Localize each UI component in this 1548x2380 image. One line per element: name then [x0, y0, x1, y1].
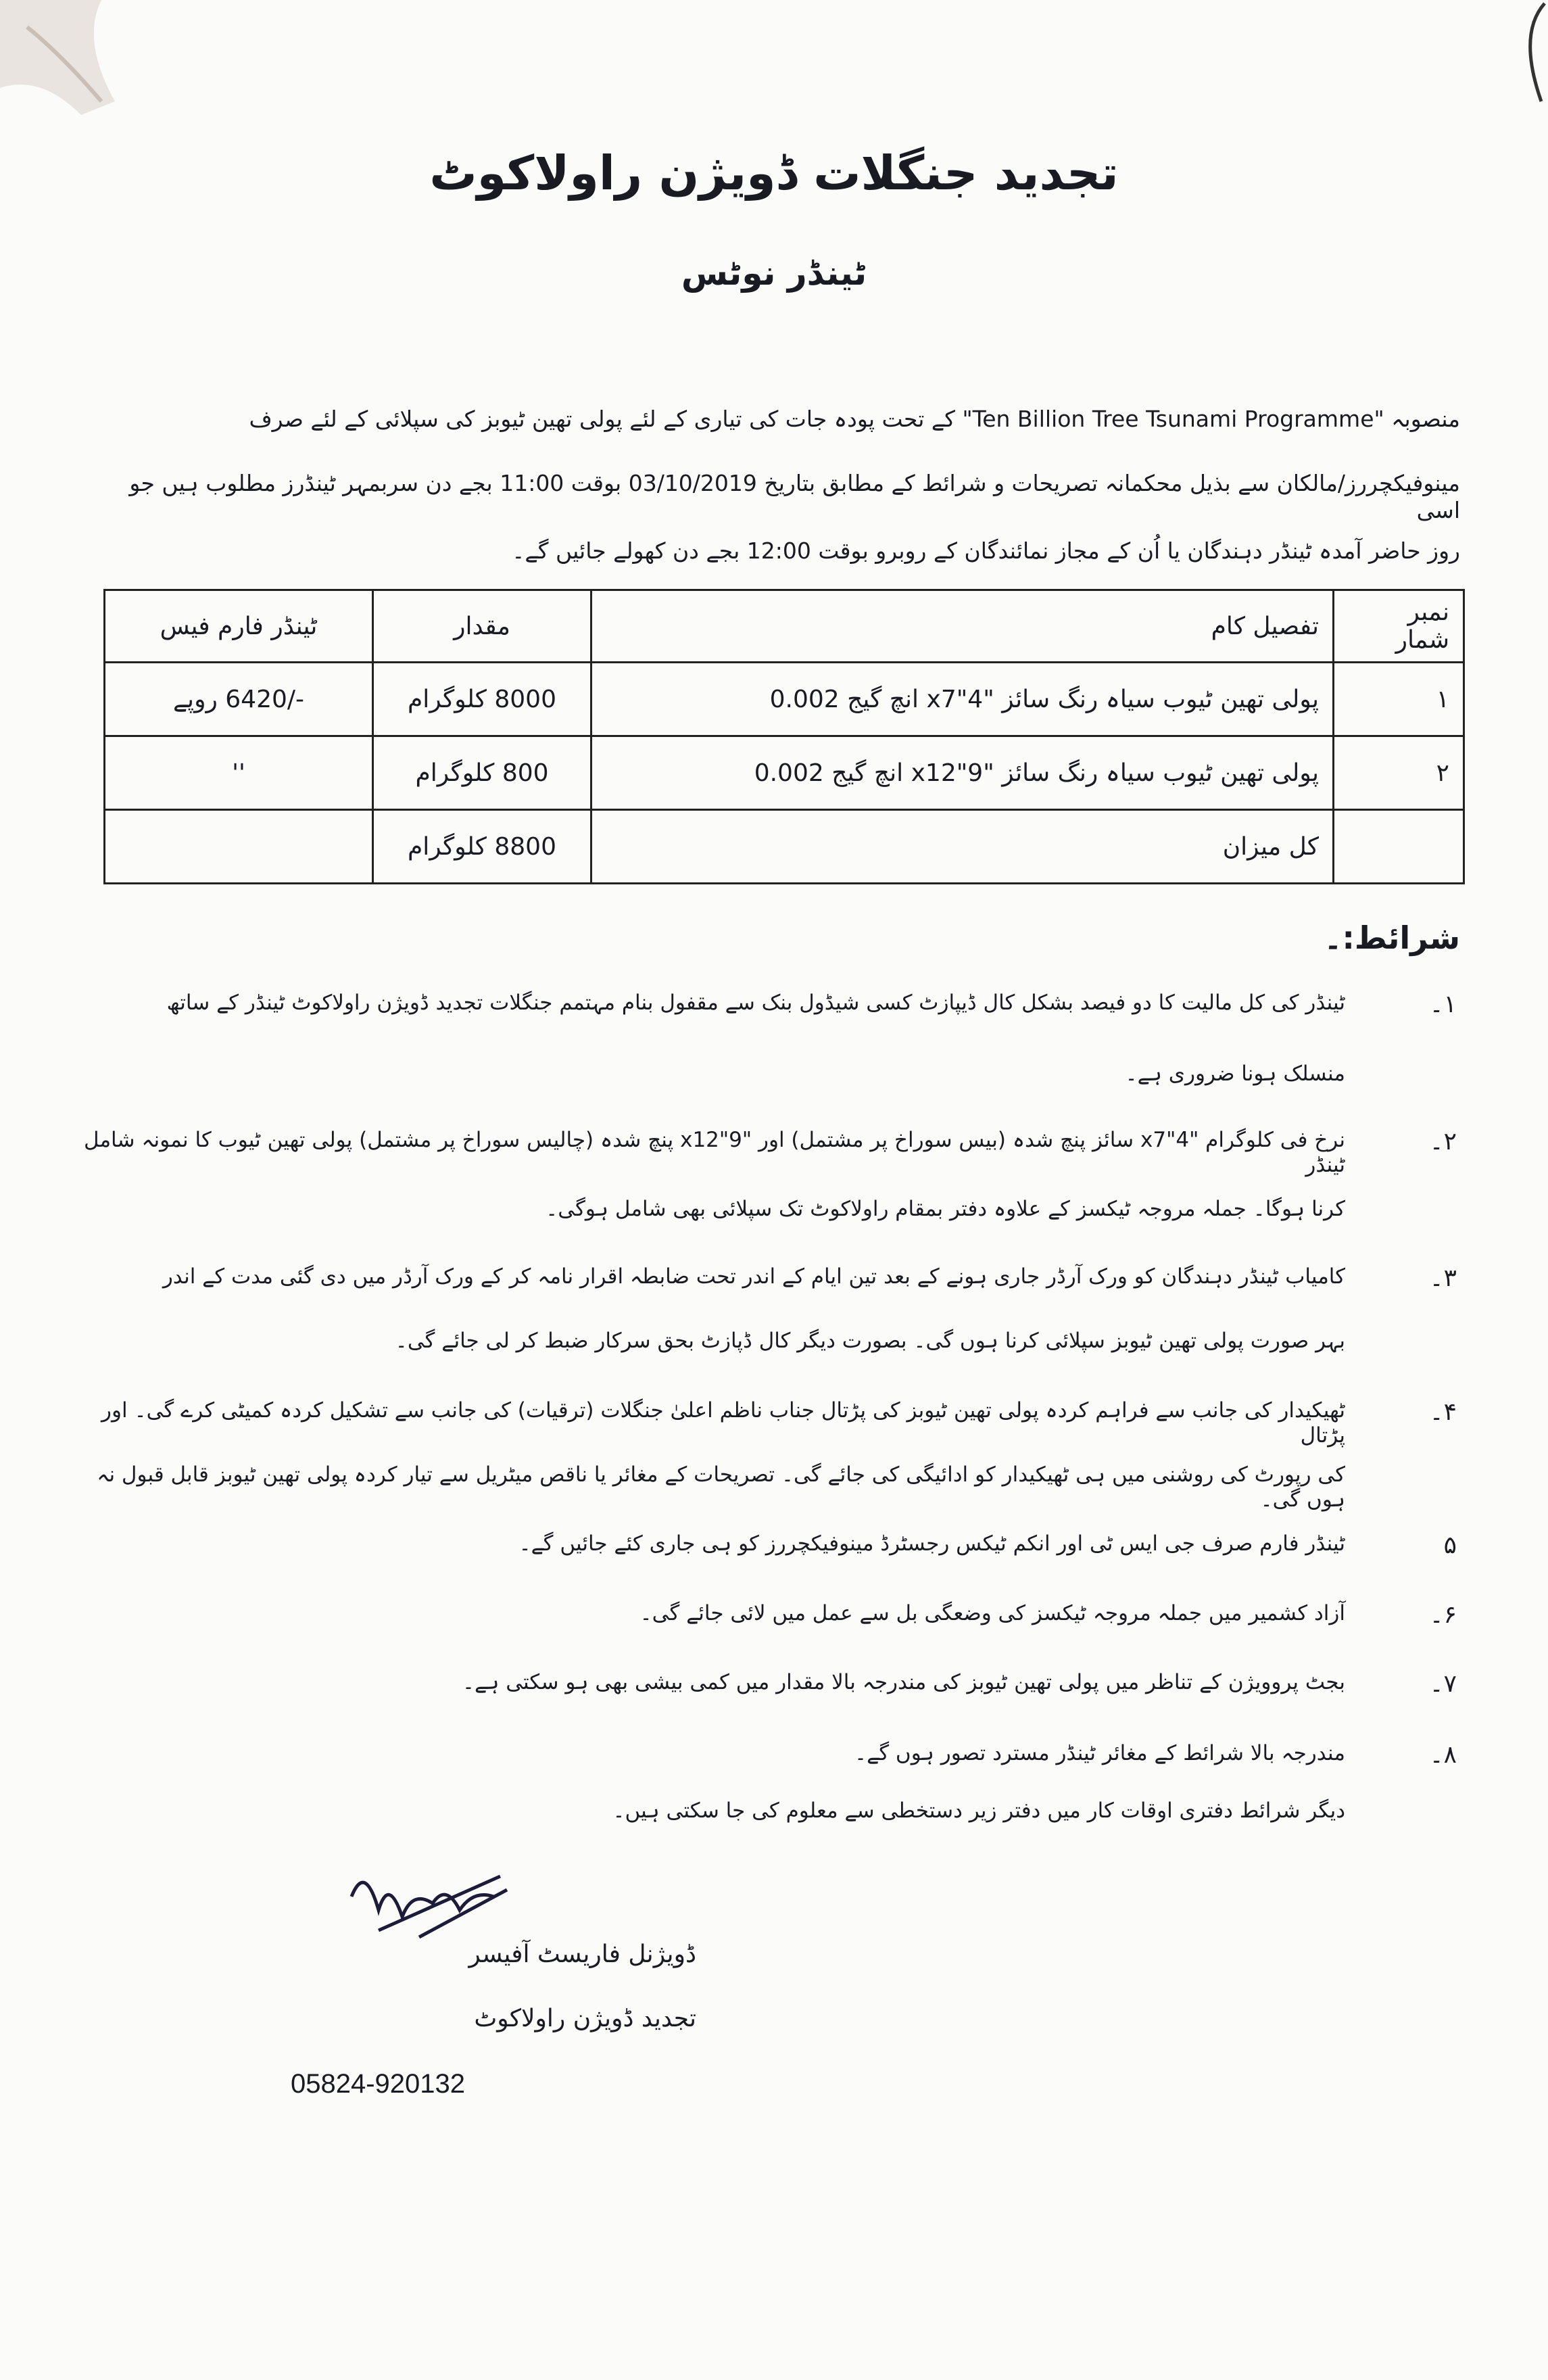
- signature-mark: [338, 1849, 514, 1951]
- page-title: تجدید جنگلات ڈویژن راولاکوٹ: [429, 145, 1119, 201]
- condition-text: ٹینڈر فارم صرف جی ایس ٹی اور انکم ٹیکس رجسٹرڈ مینوفیکچررز کو ہی جاری کئے جائیں گے۔: [518, 1531, 1345, 1556]
- condition-text: بہر صورت پولی تھین ٹیوبز سپلائی کرنا ہوں گی۔ بصورت دیگر کال ڈپازٹ بحق سرکار ضبط کر لی جائے گی۔: [395, 1329, 1345, 1353]
- cell-fee: -/6420 روپے: [105, 663, 373, 736]
- condition-text: کامیاب ٹینڈر دہندگان کو ورک آرڈر جاری ہونے کے بعد تین ایام کے اندر تحت ضابطہ اقرار نامہ کر کے ورک آرڈر میں دی گئی مدت کے اندر: [162, 1264, 1345, 1289]
- table-total-row: [105, 810, 1464, 884]
- condition-text: ٹھیکیدار کی جانب سے فراہم کردہ پولی تھین ٹیوبز کی پڑتال جناب ناظم اعلیٰ جنگلات (ترقیات) کی جانب سے تشکیل کردہ کمیٹی کرے گی۔ اور پڑتال: [101, 1398, 1345, 1448]
- cell-detail: پولی تھین ٹیوب سیاہ رنگ سائز "4"x7 انچ گیج 0.002: [591, 663, 1334, 736]
- cell-fee: '': [105, 736, 373, 810]
- intro-line: مینوفیکچررز/مالکان سے بذیل محکمانہ تصریحات و شرائط کے مطابق بتاریخ 03/10/2019 بوقت 11:00 بجے دن سربمہر ٹینڈرز مطلوب ہیں جو اسی: [129, 470, 1460, 523]
- table-row: [105, 663, 1464, 736]
- header-detail: تفصیل کام: [591, 590, 1334, 663]
- cell-total-label: کل میزان: [591, 810, 1334, 884]
- page-subtitle: ٹینڈر نوٹس: [681, 254, 867, 293]
- cell-detail: پولی تھین ٹیوب سیاہ رنگ سائز "9"x12 انچ گیج 0.002: [591, 736, 1334, 810]
- condition-text: مندرجہ بالا شرائط کے مغائر ٹینڈر مسترد تصور ہوں گے۔: [854, 1741, 1345, 1765]
- condition-text: کرنا ہوگا۔ جملہ مروجہ ٹیکسز کے علاوہ دفتر بمقام راولاکوٹ تک سپلائی بھی شامل ہوگی۔: [546, 1197, 1345, 1221]
- tender-table: [103, 589, 1465, 884]
- cell-total-quantity: 8800 کلوگرام: [373, 810, 591, 884]
- condition-text: بجٹ پروویژن کے تناظر میں پولی تھین ٹیوبز کی مندرجہ بالا مقدار میں کمی بیشی بھی ہو سکتی ہے۔: [462, 1670, 1345, 1694]
- condition-number: ۵: [1443, 1531, 1457, 1559]
- conditions-footer: دیگر شرائط دفتری اوقات کار میں دفتر زیر دستخطی سے معلوم کی جا سکتی ہیں۔: [612, 1799, 1345, 1823]
- table-row: [105, 736, 1464, 810]
- table-header-row: [105, 590, 1464, 663]
- intro-line: روز حاضر آمدہ ٹینڈر دہندگان یا اُن کے مجاز نمائندگان کے روبرو بوقت 12:00 بجے دن کھولے جائیں گے۔: [512, 538, 1460, 564]
- header-quantity: مقدار: [373, 590, 591, 663]
- cell-serial: [1334, 810, 1464, 884]
- scan-edge-mark: [1507, 0, 1548, 108]
- condition-text: منسلک ہونا ضروری ہے۔: [1125, 1062, 1345, 1086]
- intro-line: منصوبہ "Ten Billion Tree Tsunami Programme" کے تحت پودہ جات کی تیاری کے لئے پولی تھین ٹیوبز کی سپلائی کے لئے صرف: [249, 406, 1460, 432]
- condition-number: ۷۔: [1429, 1670, 1457, 1698]
- header-serial: نمبر شمار: [1334, 590, 1464, 663]
- condition-number: ۱۔: [1429, 991, 1457, 1018]
- cell-serial: ۱: [1334, 663, 1464, 736]
- header-fee: ٹینڈر فارم فیس: [105, 590, 373, 663]
- cell-quantity: 8000 کلوگرام: [373, 663, 591, 736]
- conditions-heading: شرائط:۔: [1324, 920, 1460, 956]
- condition-number: ۳۔: [1429, 1264, 1457, 1292]
- condition-text: ٹینڈر کی کل مالیت کا دو فیصد بشکل کال ڈیپازٹ کسی شیڈول بنک سے مقفول بنام مہتمم جنگلات تجدید ڈویژن راولاکوٹ ٹینڈر کے ساتھ: [166, 991, 1345, 1015]
- officer-title: ڈویژنل فاریسٹ آفیسر: [468, 1941, 696, 1968]
- officer-phone: 05824-920132: [291, 2069, 466, 2099]
- condition-text: آزاد کشمیر میں جملہ مروجہ ٹیکسز کی وضعگی بل سے عمل میں لائی جائے گی۔: [639, 1601, 1345, 1625]
- cell-fee: [105, 810, 373, 884]
- condition-number: ۸۔: [1429, 1741, 1457, 1769]
- condition-number: ۶۔: [1429, 1601, 1457, 1629]
- condition-text: کی رپورٹ کی روشنی میں ہی ٹھیکیدار کو ادائیگی کی جائے گی۔ تصریحات کے مغائر یا ناقص میٹریل سے تیار کردہ پولی تھین ٹیوبز قابل قبول نہ ہوں گی۔: [97, 1462, 1345, 1513]
- cell-serial: ۲: [1334, 736, 1464, 810]
- torn-corner-mark: [0, 0, 128, 122]
- condition-text: نرخ فی کلوگرام "4"x7 سائز پنچ شدہ (بیس سوراخ پر مشتمل) اور "9"x12 پنچ شدہ (چالیس سوراخ پر مشتمل) پولی تھین ٹیوب کا نمونہ شامل ٹینڈر: [83, 1128, 1345, 1178]
- condition-number: ۴۔: [1429, 1398, 1457, 1426]
- condition-number: ۲۔: [1429, 1128, 1457, 1156]
- cell-quantity: 800 کلوگرام: [373, 736, 591, 810]
- officer-office: تجدید ڈویژن راولاکوٹ: [474, 2005, 696, 2032]
